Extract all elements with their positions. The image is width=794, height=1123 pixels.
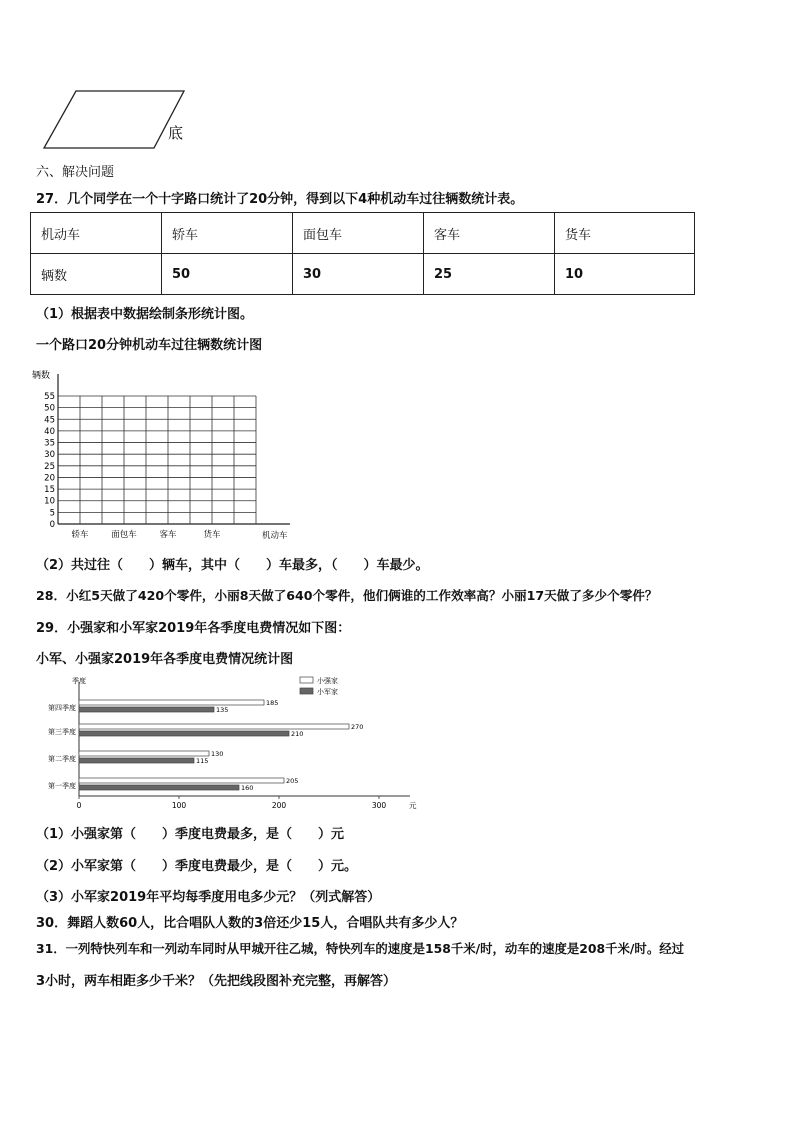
table-cell: 机动车 <box>31 213 162 254</box>
x-tick-label: 200 <box>271 801 287 810</box>
legend-swatch <box>300 688 313 694</box>
q31-line2: 3小时，两车相距多少千米？（先把线段图补充完整，再解答） <box>36 974 397 989</box>
y-tick-label: 20 <box>44 473 55 484</box>
x-tick-label: 货车 <box>203 530 221 540</box>
data-label: 210 <box>291 730 304 738</box>
y-tick-label: 第二季度 <box>48 755 76 763</box>
table-cell: 客车 <box>424 213 555 254</box>
y-tick-label: 55 <box>44 392 55 402</box>
q28-text: 28．小红5天做了420个零件，小丽8天做了640个零件，他们俩谁的工作效率高？小丽17天做了多少个零件？ <box>36 588 658 603</box>
parallelogram-shape <box>44 91 184 148</box>
parallelogram-figure <box>36 86 216 156</box>
data-label: 205 <box>286 777 299 785</box>
q29-sub1: （1）小强家第（ ）季度电费最多，是（ ）元 <box>36 827 345 842</box>
y-tick-label: 15 <box>44 485 55 496</box>
data-label: 135 <box>216 706 229 714</box>
table-row <box>31 254 695 295</box>
table-cell: 30 <box>293 254 424 295</box>
y-axis-label: 季度 <box>72 677 86 685</box>
table-cell: 25 <box>424 254 555 295</box>
table-cell: 10 <box>555 254 695 295</box>
y-tick-label: 第四季度 <box>48 704 76 712</box>
q27-sub1: （1）根据表中数据绘制条形统计图。 <box>36 307 254 322</box>
x-tick-label: 面包车 <box>111 530 137 540</box>
q29-sub3: （3）小军家2019年平均每季度用电多少元？（列式解答） <box>36 890 381 905</box>
figure-base-label: 底 <box>168 124 184 142</box>
legend-swatch <box>300 677 313 683</box>
section-title: 六、解决问题 <box>36 165 115 180</box>
bar-xiaoqiang <box>79 778 284 783</box>
data-label: 270 <box>351 723 364 731</box>
y-tick-label: 第一季度 <box>48 782 76 790</box>
y-tick-label: 45 <box>44 415 55 426</box>
x-tick-label: 0 <box>76 801 82 810</box>
table-cell: 辆数 <box>31 254 162 295</box>
q31-line1: 31．一列特快列车和一列动车同时从甲城开往乙城，特快列车的速度是158千米/时，动车的速度是208千米/时。经过 <box>36 941 684 956</box>
electricity-bar-chart <box>30 670 430 815</box>
data-label: 185 <box>266 699 279 707</box>
bar-xiaojun <box>79 758 194 763</box>
bar-xiaojun <box>79 785 239 790</box>
data-label: 160 <box>241 784 254 792</box>
q27-chart-title: 一个路口20分钟机动车过往辆数统计图 <box>36 338 263 353</box>
bar-xiaoqiang <box>79 751 209 756</box>
y-tick-label: 50 <box>44 403 55 414</box>
y-tick-label: 30 <box>44 450 55 461</box>
data-label: 115 <box>196 757 209 765</box>
vehicle-table <box>30 212 695 295</box>
bar-xiaoqiang <box>79 724 349 729</box>
table-row <box>31 213 695 254</box>
y-tick-label: 第三季度 <box>48 728 76 736</box>
x-tick-label: 客车 <box>159 530 177 540</box>
q27-stem: 27．几个同学在一个十字路口统计了20分钟，得到以下4种机动车过往辆数统计表。 <box>36 192 524 207</box>
x-tick-label: 300 <box>371 801 387 810</box>
q29-sub2: （2）小军家第（ ）季度电费最少，是（ ）元。 <box>36 859 358 874</box>
y-tick-label: 35 <box>44 438 55 449</box>
x-tick-label: 100 <box>171 801 187 810</box>
x-tick-label: 轿车 <box>71 530 89 540</box>
vehicle-bar-chart <box>28 362 308 542</box>
y-tick-label: 25 <box>44 461 55 472</box>
q29-chart-title: 小军、小强家2019年各季度电费情况统计图 <box>36 652 294 667</box>
bar-xiaojun <box>79 707 214 712</box>
y-tick-label: 10 <box>44 496 55 507</box>
table-cell: 面包车 <box>293 213 424 254</box>
x-axis-label: 元 <box>409 801 417 810</box>
legend-label: 小军家 <box>317 688 338 696</box>
q29-stem: 29．小强家和小军家2019年各季度电费情况如下图： <box>36 621 351 636</box>
legend-label: 小强家 <box>317 677 338 685</box>
table-cell: 50 <box>162 254 293 295</box>
q27-sub2: （2）共过往（ ）辆车，其中（ ）车最多，（ ）车最少。 <box>36 558 429 573</box>
y-tick-label: 0 <box>49 520 55 530</box>
x-axis-label: 机动车 <box>262 531 288 541</box>
q30-text: 30．舞蹈人数60人，比合唱队人数的3倍还少15人，合唱队共有多少人？ <box>36 916 464 931</box>
data-label: 130 <box>211 750 224 758</box>
y-tick-label: 40 <box>44 426 55 437</box>
table-cell: 货车 <box>555 213 695 254</box>
bar-xiaojun <box>79 731 289 736</box>
bar-xiaoqiang <box>79 700 264 705</box>
y-axis-label: 辆数 <box>32 371 51 381</box>
y-tick-label: 5 <box>49 508 55 519</box>
table-cell: 轿车 <box>162 213 293 254</box>
